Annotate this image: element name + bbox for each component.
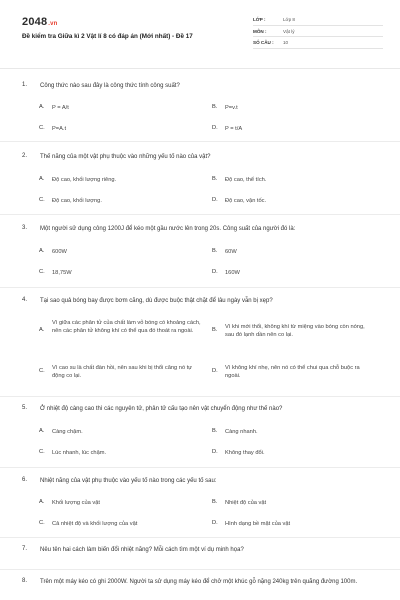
question-number: 5. (22, 405, 28, 411)
site-logo[interactable] (22, 16, 58, 28)
option-letter: D. (212, 368, 218, 374)
header-divider (0, 68, 400, 69)
meta-key: LỚP : (253, 17, 266, 22)
page-header (0, 0, 400, 62)
question-divider (0, 214, 400, 215)
option-text: Khối lượng của vật (52, 500, 101, 506)
option-letter: D. (212, 449, 218, 455)
question-divider (0, 537, 400, 538)
option-letter: B. (212, 176, 218, 182)
option-text: Cả nhiệt độ và khối lượng của vật (52, 521, 138, 527)
question-text: Nêu tên hai cách làm biến đổi nhiệt năng? Mỗi cách tìm một ví dụ minh họa? (40, 547, 244, 553)
question-text: Một người sử dụng công 1200J để kéo một gầu nước lên trong 20s. Công suất của người đó là: (40, 226, 296, 232)
meta-row-subject (253, 26, 383, 38)
question-number: 6. (22, 477, 28, 483)
meta-row-count (253, 37, 383, 49)
meta-key: MÔN : (253, 28, 267, 34)
option-letter: B. (212, 499, 218, 505)
option-text: Vì không khí nhẹ, nên nó có thể chui qua chỗ buộc ra ngoài. (225, 365, 360, 379)
option-text: 60W (225, 249, 237, 255)
option-text: Vì khi mới thổi, không khí từ miệng vào bóng còn nóng, sau đó lạnh dần nên co lại. (225, 324, 365, 338)
option-letter: B. (212, 248, 218, 254)
option-text: Hình dạng bề mặt của vật (225, 521, 291, 527)
question-number: 8. (22, 578, 28, 584)
question-text: Nhiệt năng của vật phụ thuộc vào yếu tố nào trong các yếu tố sau: (40, 478, 217, 484)
question-text: Ở nhiệt độ càng cao thì các nguyên tử, phân tử cấu tạo nên vật chuyển động như thế nào? (40, 406, 283, 412)
question-text: Công thức nào sau đây là công thức tính công suất? (40, 83, 180, 89)
option-text: Độ cao, vận tốc. (225, 198, 267, 204)
question-divider (0, 467, 400, 468)
logo-suffix: .vn (48, 21, 58, 27)
option-text: Càng chậm. (52, 429, 83, 435)
option-text: Độ cao, thể tích. (225, 177, 267, 183)
meta-value: 10 (283, 40, 289, 45)
option-letter: B. (212, 104, 218, 110)
option-text: P=A.t (52, 126, 67, 132)
option-text: P=v.t (225, 105, 238, 111)
logo-main-text: 2048 (22, 16, 48, 28)
option-letter: A. (39, 428, 45, 434)
meta-value: Lớp 8 (283, 17, 295, 22)
question-number: 1. (22, 82, 28, 88)
option-text: 160W (225, 270, 240, 276)
option-letter: D. (212, 125, 218, 131)
option-text: Độ cao, khối lượng. (52, 198, 102, 204)
question-divider (0, 141, 400, 142)
meta-value: Vật lý (283, 28, 295, 34)
question-number: 3. (22, 225, 28, 231)
option-letter: C. (39, 197, 45, 203)
option-text: Độ cao, khối lượng riêng. (52, 177, 117, 183)
question-text: Thế năng của một vật phụ thuộc vào những yếu tố nào của vật? (40, 154, 211, 160)
option-text: Lúc nhanh, lúc chậm. (52, 450, 107, 456)
option-text: Nhiệt độ của vật (225, 500, 267, 506)
option-letter: A. (39, 104, 45, 110)
meta-key: SỐ CÂU : (253, 40, 274, 45)
question-divider (0, 287, 400, 288)
option-letter: C. (39, 520, 45, 526)
question-text: Trên một máy kéo có ghi 2000W. Người ta sử dụng máy kéo để chở một khúc gỗ nặng 240kg trên quãng đường 100m. (40, 579, 358, 585)
option-letter: C. (39, 269, 45, 275)
question-divider (0, 569, 400, 570)
option-letter: C. (39, 368, 45, 374)
option-letter: A. (39, 176, 45, 182)
question-number: 4. (22, 297, 28, 303)
question-number: 2. (22, 153, 28, 159)
option-letter: A. (39, 499, 45, 505)
option-text: Không thay đổi. (225, 450, 265, 456)
meta-row-class (253, 14, 383, 26)
option-text: P = A/t (52, 105, 69, 111)
option-text: 18,75W (52, 270, 72, 276)
option-letter: D. (212, 269, 218, 275)
option-text: 600W (52, 249, 67, 255)
meta-table (253, 14, 383, 49)
option-letter: A. (39, 327, 45, 333)
option-text: P = t/A (225, 126, 243, 132)
question-divider (0, 396, 400, 397)
question-text: Tại sao quả bóng bay được bơm căng, dù được buộc thật chặt để lâu ngày vẫn bị xẹp? (40, 298, 273, 304)
option-letter: D. (212, 520, 218, 526)
option-letter: A. (39, 248, 45, 254)
option-letter: B. (212, 327, 218, 333)
option-letter: D. (212, 197, 218, 203)
document-title: Đề kiểm tra Giữa kì 2 Vật lí 8 có đáp án (Mới nhất) - Đề 17 (22, 33, 193, 40)
option-letter: C. (39, 449, 45, 455)
question-number: 7. (22, 546, 28, 552)
option-text: Vì giữa các phân tử của chất làm vỏ bóng có khoảng cách, nên các phân tử không khí có thể qua đó thoát ra ngoài. (52, 320, 201, 334)
option-letter: B. (212, 428, 218, 434)
option-letter: C. (39, 125, 45, 131)
option-text: Vì cao su là chất đàn hồi, nên sau khi bị thổi căng nó tự động co lại. (52, 365, 193, 379)
option-text: Càng nhanh. (225, 429, 258, 435)
